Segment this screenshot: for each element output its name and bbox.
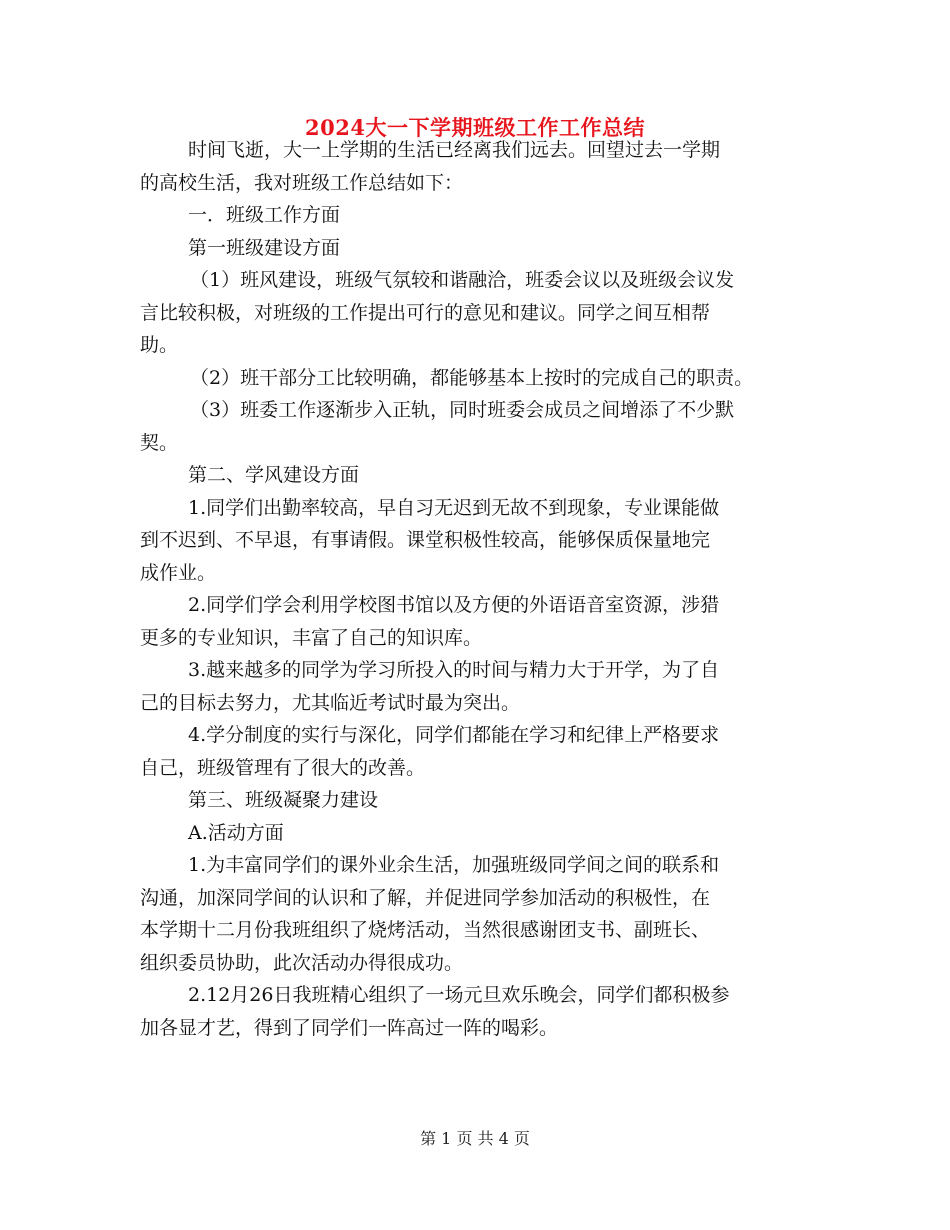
subsection-heading: 第三、班级凝聚力建设 (188, 789, 379, 811)
paragraph-line: 自己，班级管理有了很大的改善。 (140, 756, 426, 779)
subsection-heading: A.活动方面 (188, 821, 284, 844)
paragraph-line: 2.12月26日我班精心组织了一场元旦欢乐晚会，同学们都积极参 (188, 984, 730, 1006)
paragraph-line: 组织委员协助，此次活动办得很成功。 (140, 951, 464, 974)
paragraph-line: 契。 (140, 431, 179, 454)
paragraph-line: 更多的专业知识，丰富了自己的知识库。 (140, 626, 483, 649)
paragraph-line: 时间飞逝，大一上学期的生活已经离我们远去。回望过去一学期 (188, 139, 721, 161)
paragraph-line: 的高校生活，我对班级工作总结如下： (140, 171, 464, 194)
paragraph-line: 沟通，加深同学间的认识和了解，并促进同学参加活动的积极性，在 (140, 886, 711, 909)
paragraph-line: （2）班干部分工比较明确，都能够基本上按时的完成自己的职责。 (190, 366, 754, 389)
paragraph-line: （1）班风建设，班级气氛较和谐融洽，班委会议以及班级会议发 (190, 269, 735, 291)
paragraph-line: （3）班委工作逐渐步入正轨，同时班委会成员之间增添了不少默 (190, 399, 735, 421)
paragraph-line: 己的目标去努力，尤其临近考试时最为突出。 (140, 691, 521, 714)
paragraph-line: 1.同学们出勤率较高，早自习无迟到无故不到现象，专业课能做 (188, 496, 720, 519)
paragraph-line: 到不迟到、不早退，有事请假。课堂积极性较高，能够保质保量地完 (140, 529, 711, 551)
paragraph-line: 成作业。 (140, 561, 217, 584)
paragraph-line: 3.越来越多的同学为学习所投入的时间与精力大于开学，为了自 (188, 659, 720, 681)
document-title: 2024大一下学期班级工作工作总结 (305, 115, 645, 140)
section-heading: 一．班级工作方面 (188, 204, 341, 226)
paragraph-line: 4.学分制度的实行与深化，同学们都能在学习和纪律上严格要求 (188, 724, 720, 746)
paragraph-line: 言比较积极，对班级的工作提出可行的意见和建议。同学之间互相帮 (140, 301, 711, 324)
paragraph-line: 2.同学们学会利用学校图书馆以及方便的外语语音室资源，涉猎 (188, 594, 720, 616)
paragraph-line: 1.为丰富同学们的课外业余生活，加强班级同学间之间的联系和 (188, 854, 720, 876)
document-body (140, 134, 810, 1044)
subsection-heading: 第一班级建设方面 (188, 236, 341, 259)
paragraph-line: 加各显才艺，得到了同学们一阵高过一阵的喝彩。 (140, 1016, 559, 1039)
paragraph-line: 本学期十二月份我班组织了烧烤活动，当然很感谢团支书、副班长、 (140, 919, 711, 941)
subsection-heading: 第二、学风建设方面 (188, 464, 360, 486)
page-number-footer: 第 1 页 共 4 页 (420, 1129, 530, 1148)
paragraph-line: 助。 (140, 334, 179, 356)
